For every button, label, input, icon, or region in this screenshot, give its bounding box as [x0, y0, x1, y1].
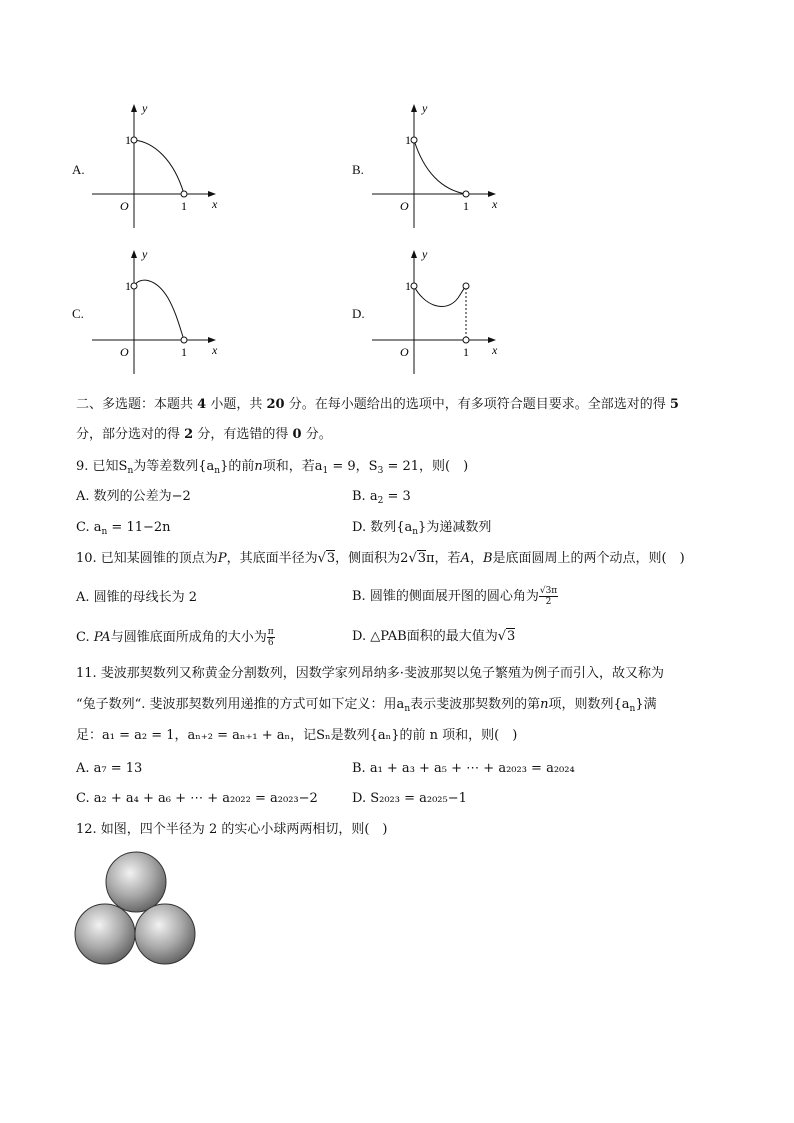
graph-c-one-y: 1 — [125, 279, 131, 293]
section2-text: 二、多选题：本题共 — [76, 397, 194, 412]
q10-c-text: 与圆锥底面所成角的大小为 — [110, 630, 267, 645]
graph-d-label: D. — [352, 306, 365, 321]
q10-var-a: A — [460, 551, 470, 566]
graph-b-origin: O — [400, 199, 409, 213]
q11-line3: 足：a₁ = a₂ = 1，aₙ₊₂ = aₙ₊₁ + aₙ，记Sₙ是数列{aₙ}的前 n 项和，则( ) — [76, 728, 518, 743]
graph-d-x-label: x — [492, 343, 498, 357]
q11-var: n — [540, 697, 549, 712]
graph-d-origin: O — [400, 345, 409, 359]
q9-option-a: A. 数列的公差为−2 — [76, 489, 191, 504]
q9-b-text: B. a — [352, 489, 378, 504]
q10-text: ，其底面半径为 — [226, 551, 318, 566]
q9-b-text: = 3 — [383, 489, 411, 504]
graph-b-svg — [372, 102, 502, 232]
graph-a-y-label: y — [142, 101, 148, 115]
graph-c-y-label: y — [142, 247, 148, 261]
section2-line2 — [76, 426, 332, 444]
q10-c-var: PA — [93, 630, 111, 645]
q10-var-b: B — [482, 551, 493, 566]
section2-count: 4 — [197, 397, 207, 412]
q9-c-text: C. a — [76, 520, 102, 535]
q10-area: 3 — [417, 551, 427, 566]
q11-line1: 11. 斐波那契数列又称黄金分割数列，因数学家列昂纳多·斐波那契以兔子繁殖为例子而引入，故又称为 — [76, 666, 664, 681]
graph-a-one-y: 1 — [125, 133, 131, 147]
q10-text: ， — [469, 551, 483, 566]
q12-stem: 12. 如图，四个半径为 2 的实心小球两两相切，则( ) — [76, 822, 388, 837]
q9-c-sub: n — [101, 527, 108, 537]
graph-a-one-x: 1 — [181, 199, 187, 213]
q11-text: 表示斐波那契数列的第 — [410, 697, 541, 712]
q10-text: ，侧面积为2 — [335, 551, 409, 566]
graph-b — [372, 102, 502, 236]
graph-d-svg — [372, 248, 502, 378]
q9-text: 项和，若a — [262, 459, 323, 474]
q9-text: 9. 已知S — [76, 459, 128, 474]
q10-c-denominator: 6 — [267, 638, 274, 648]
graph-a — [92, 102, 222, 236]
q9-text: = 9，S — [328, 459, 378, 474]
section2-text: 分，部分选对的得 — [76, 427, 181, 442]
q10-b-denominator: 2 — [545, 597, 552, 607]
section2-partial-score: 2 — [184, 427, 194, 442]
q11-option-d: D. S₂₀₂₃ = a₂₀₂₅−1 — [352, 791, 467, 806]
q9-text: 为等差数列{a — [133, 459, 215, 474]
q11-option-b: B. a₁ + a₃ + a₅ + ⋯ + a₂₀₂₃ = a₂₀₂₄ — [352, 761, 575, 776]
q9-option-b — [352, 488, 411, 510]
section2-text: 分。在每小题给出的选项中，有多项符合题目要求。全部选对的得 — [288, 397, 666, 412]
q10-c-numerator: π — [267, 627, 274, 637]
q10-d-value: 3 — [507, 629, 516, 644]
q11-text: }满 — [635, 697, 657, 712]
q10-option-b — [352, 586, 558, 607]
graph-b-one-y: 1 — [405, 133, 411, 147]
q10-option-c — [76, 627, 275, 648]
section2-text: 分，有选错的得 — [197, 427, 289, 442]
graph-c-label: C. — [72, 306, 84, 321]
q9-stem — [76, 458, 468, 480]
graph-d-y-label: y — [422, 247, 428, 261]
graph-b-y-label: y — [422, 101, 428, 115]
q9-d-text: D. 数列{a — [352, 520, 413, 535]
q9-c-text: = 11−2n — [107, 520, 171, 535]
q9-d-sub: n — [412, 527, 419, 537]
sphere-right — [135, 904, 195, 964]
q11-text: “兔子数列“. 斐波那契数列用递推的方式可如下定义：用a — [76, 697, 405, 712]
q10-d-text: D. △PAB面积的最大值为 — [352, 629, 498, 644]
q9-sub: 1 — [322, 466, 329, 476]
q9-text: }的前 — [220, 459, 255, 474]
graph-d-one-x: 1 — [463, 345, 469, 359]
q9-b-sub: 2 — [377, 496, 384, 506]
graph-c-origin: O — [120, 345, 129, 359]
q10-option-d: D. △PAB面积的最大值为√3 — [352, 629, 516, 644]
q10-radius: 3 — [326, 551, 336, 566]
graph-d-one-y: 1 — [405, 279, 411, 293]
graph-a-x-label: x — [212, 197, 218, 211]
graph-a-label: A. — [72, 162, 85, 177]
q9-d-text: }为递减数列 — [418, 520, 492, 535]
sphere-left — [75, 904, 135, 964]
q9-sub: 3 — [377, 466, 384, 476]
q9-sub: n — [127, 466, 134, 476]
graph-b-x-label: x — [492, 197, 498, 211]
section2-full-score: 5 — [669, 397, 679, 412]
q9-option-d — [352, 519, 491, 541]
q11-text: 项，则数列{a — [548, 697, 630, 712]
q11-option-c: C. a₂ + a₄ + a₆ + ⋯ + a₂₀₂₂ = a₂₀₂₃−2 — [76, 791, 318, 806]
q11-line2 — [76, 696, 657, 718]
q9-var: n — [254, 459, 263, 474]
graph-d — [372, 248, 502, 382]
q9-text: = 21，则( ) — [383, 459, 469, 474]
q10-text: 10. 已知某圆锥的顶点为 — [76, 551, 218, 566]
section2-text: 分。 — [305, 427, 332, 442]
q10-option-a: A. 圆锥的母线长为 2 — [76, 590, 198, 605]
section2-text: 小题，共 — [210, 397, 263, 412]
sphere-top — [106, 852, 166, 912]
graph-c — [92, 248, 222, 382]
q10-b-fraction — [539, 586, 558, 607]
q10-b-text: B. 圆锥的侧面展开图的圆心角为 — [352, 589, 539, 604]
q11-sub: n — [404, 704, 411, 714]
q10-b-numerator: √3π — [539, 586, 558, 596]
q9-sub: n — [214, 466, 221, 476]
section2-total: 20 — [266, 397, 285, 412]
q10-var-p: P — [217, 551, 227, 566]
graph-b-one-x: 1 — [463, 199, 469, 213]
graph-c-one-x: 1 — [181, 345, 187, 359]
graph-a-svg — [92, 102, 222, 232]
q10-text: 是底面圆周上的两个动点，则( ) — [492, 551, 685, 566]
q10-stem: 10. 已知某圆锥的顶点为P，其底面半径为√3，侧面积为2√3π，若A，B是底面圆周上的两个动点，则( ) — [76, 551, 685, 566]
spheres-svg — [74, 850, 200, 968]
graph-c-svg — [92, 248, 222, 378]
q11-option-a: A. a₇ = 13 — [76, 761, 143, 776]
section2-wrong-score: 0 — [292, 427, 302, 442]
q10-text: π，若 — [426, 551, 461, 566]
q10-c-fraction — [267, 627, 275, 648]
q9-option-c — [76, 519, 171, 541]
graph-c-x-label: x — [212, 343, 218, 357]
spheres-figure — [74, 850, 200, 972]
q10-c-text: C. — [76, 630, 94, 645]
graph-a-origin: O — [120, 199, 129, 213]
q11-sub: n — [629, 704, 636, 714]
graph-b-label: B. — [352, 162, 364, 177]
section2-line1 — [76, 396, 679, 414]
